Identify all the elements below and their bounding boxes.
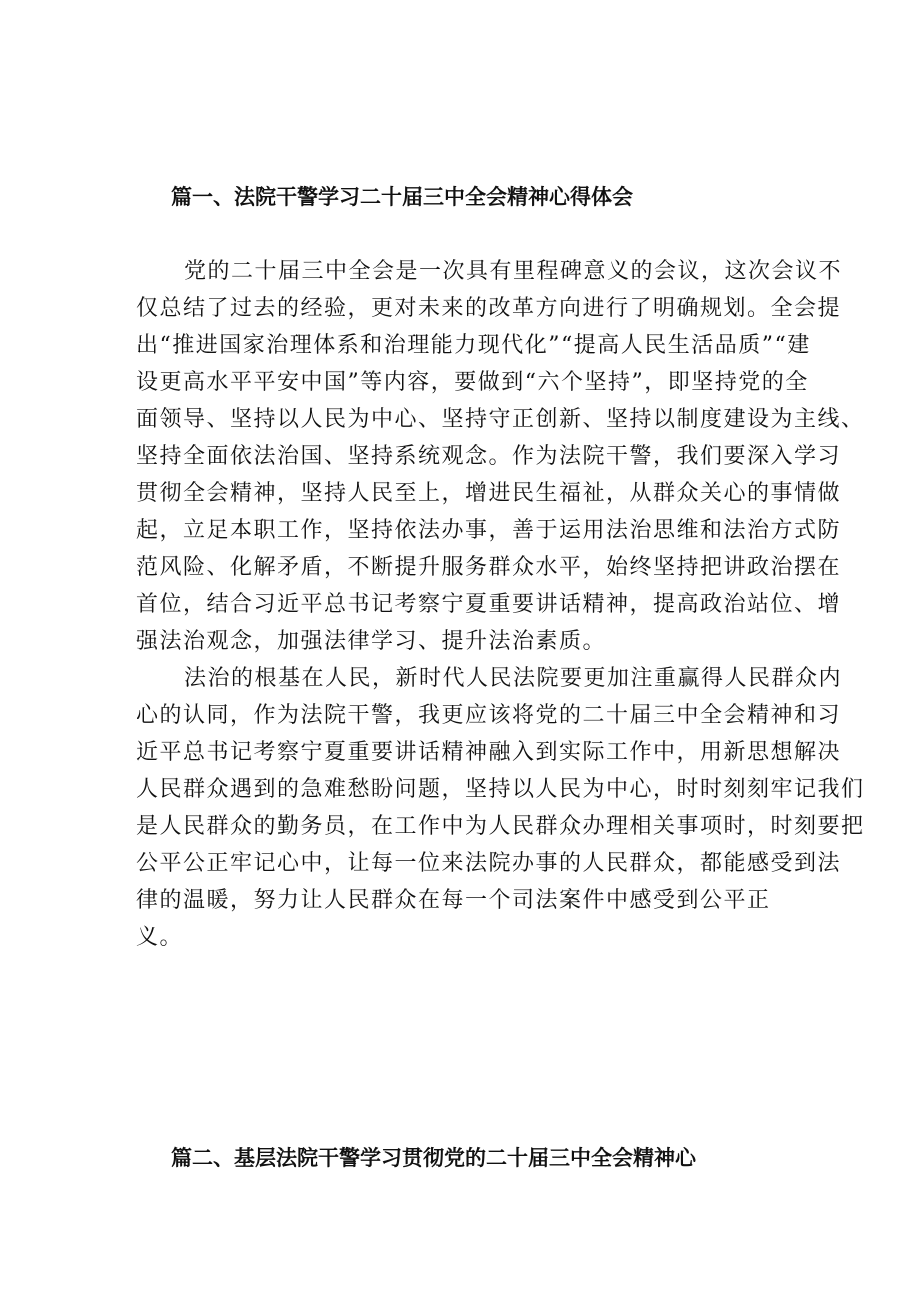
body-text <box>136 253 865 956</box>
paragraph-line: 近平总书记考察宁夏重要讲话精神融入到实际工作中，用新思想解决 <box>136 740 842 765</box>
paragraph-line: 义。 <box>136 925 184 950</box>
section-heading-2: 篇二、基层法院干警学习贯彻党的二十届三中全会精神心 <box>171 1146 696 1170</box>
paragraph-line: 法治的根基在人民，新时代人民法院要更加注重赢得人民群众内 <box>184 666 843 691</box>
paragraph-line: 贯彻全会精神，坚持人民至上，增进民生福祉，从群众关心的事情做 <box>136 481 842 506</box>
paragraph-line: 范风险、化解矛盾，不断提升服务群众水平，始终坚持把讲政治摆在 <box>136 555 842 580</box>
paragraph-line: 强法治观念，加强法律学习、提升法治素质。 <box>136 629 607 654</box>
paragraph-line: 仅总结了过去的经验，更对未来的改革方向进行了明确规划。全会提 <box>136 296 842 321</box>
paragraph-line: 人民群众遇到的急难愁盼问题，坚持以人民为中心，时时刻刻牢记我们 <box>136 777 865 802</box>
paragraph-line: 是人民群众的勤务员，在工作中为人民群众办理相关事项时，时刻要把 <box>136 814 865 839</box>
paragraph-line: 出“推进国家治理体系和治理能力现代化”“提高人民生活品质”“建 <box>136 333 811 358</box>
paragraph-1 <box>136 253 865 660</box>
paragraph-line: 党的二十届三中全会是一次具有里程碑意义的会议，这次会议不 <box>184 259 843 284</box>
paragraph-line: 公平公正牢记心中，让每一位来法院办事的人民群众，都能感受到法 <box>136 851 842 876</box>
paragraph-2 <box>136 660 865 956</box>
paragraph-line: 设更高水平平安中国”等内容，要做到“六个坚持”，即坚持党的全 <box>136 370 809 395</box>
section-heading-1: 篇一、法院干警学习二十届三中全会精神心得体会 <box>171 185 633 209</box>
paragraph-line: 首位，结合习近平总书记考察宁夏重要讲话精神，提高政治站位、增 <box>136 592 842 617</box>
paragraph-line: 面领导、坚持以人民为中心、坚持守正创新、坚持以制度建设为主线、 <box>136 407 865 432</box>
paragraph-line: 起，立足本职工作，坚持依法办事，善于运用法治思维和法治方式防 <box>136 518 842 543</box>
paragraph-line: 坚持全面依法治国、坚持系统观念。作为法院干警，我们要深入学习 <box>136 444 842 469</box>
paragraph-line: 律的温暖，努力让人民群众在每一个司法案件中感受到公平正 <box>136 888 771 913</box>
paragraph-line: 心的认同，作为法院干警，我更应该将党的二十届三中全会精神和习 <box>136 703 842 728</box>
